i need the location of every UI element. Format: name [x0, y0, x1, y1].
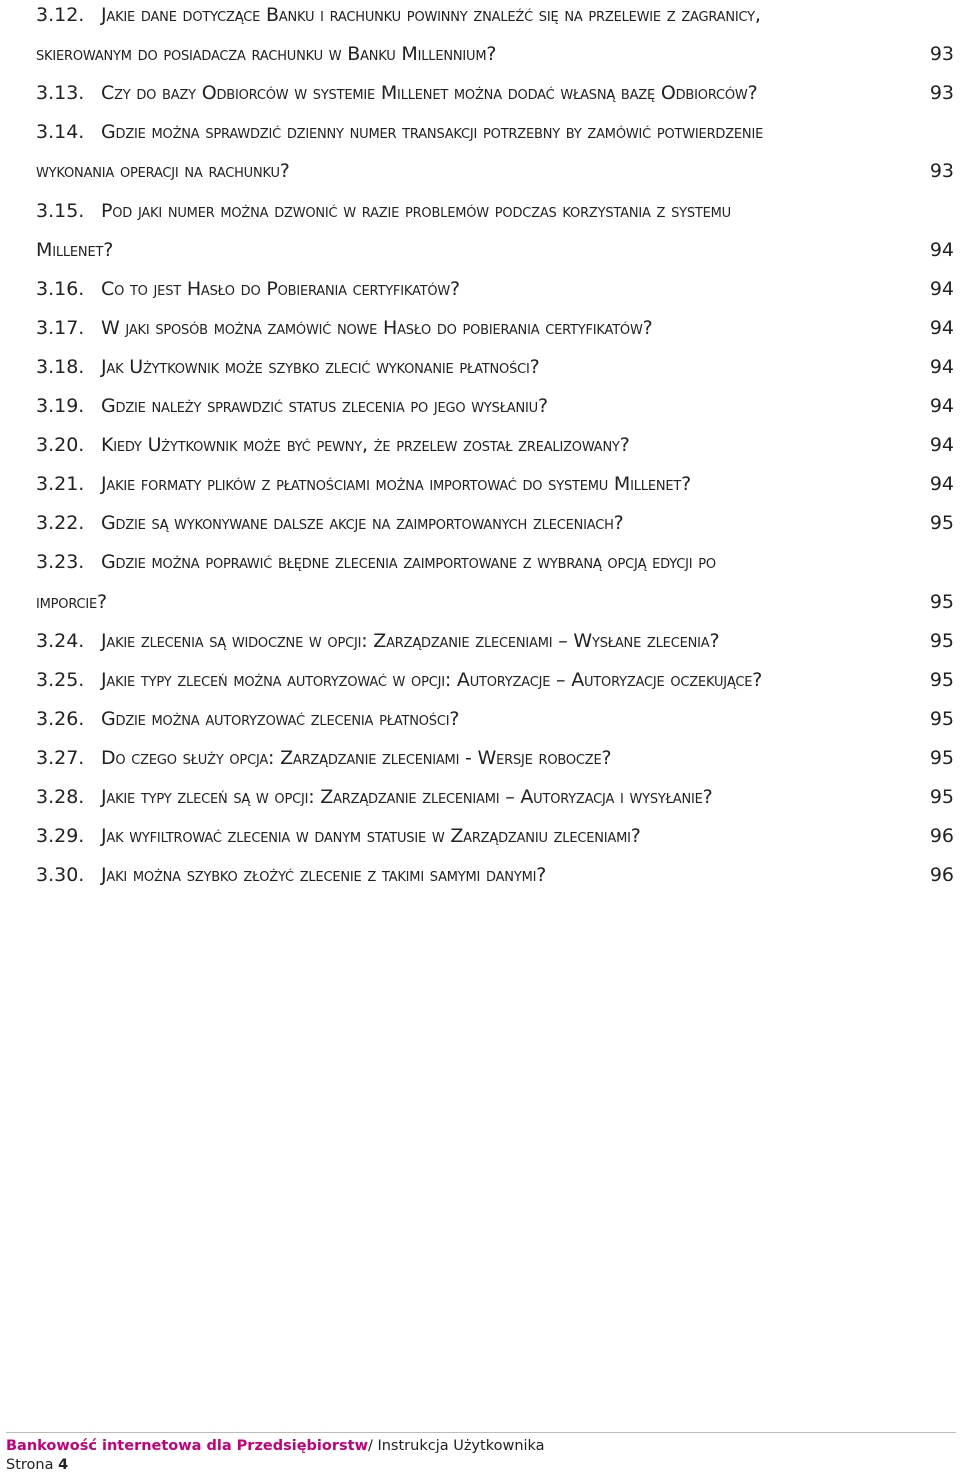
toc-entry-title: Jakie formaty plików z płatnościami można importować do systemu Millenet?	[101, 473, 692, 496]
toc-entry-title: Czy do bazy Odbiorców w systemie Millenet można dodać własną bazę Odbiorców?	[101, 82, 758, 105]
toc-entry-continuation[interactable]	[0, 587, 960, 617]
toc-entry-page: 95	[929, 668, 954, 691]
toc-entry-continuation[interactable]	[0, 235, 960, 265]
toc-entry-number: 3.22.	[36, 512, 85, 535]
toc-entry-number: 3.19.	[36, 395, 85, 417]
toc-entry-page: 95	[929, 746, 954, 769]
toc-entry-page: 94	[929, 277, 954, 300]
toc-entry-continuation[interactable]	[0, 156, 960, 186]
toc-entry[interactable]	[0, 547, 960, 577]
toc-entry-page: 96	[929, 825, 954, 848]
toc-entry-page: 95	[929, 590, 954, 613]
toc-entry-title: Jak wyfiltrować zlecenia w danym statusie w Zarządzaniu zleceniami?	[101, 825, 641, 848]
toc-entry[interactable]	[0, 313, 960, 343]
toc-entry-page: 94	[929, 395, 954, 417]
toc-entry-number: 3.26.	[36, 707, 85, 730]
toc-entry-number: 3.27.	[36, 746, 85, 769]
toc-entry-title: skierowanym do posiadacza rachunku w Banku Millennium?	[36, 43, 497, 66]
toc-entry-page: 93	[929, 160, 954, 183]
toc-entry-number: 3.15.	[36, 199, 85, 222]
toc-entry-number: 3.21.	[36, 473, 85, 496]
toc-entry-number: 3.20.	[36, 434, 85, 457]
toc-entry-number: 3.17.	[36, 316, 85, 339]
toc-entry-number: 3.14.	[36, 121, 85, 144]
toc-entry-title: Pod jaki numer można dzwonić w razie problemów podczas korzystania z systemu	[101, 199, 731, 222]
toc-entry-page: 94	[929, 473, 954, 496]
toc-entry-number: 3.28.	[36, 786, 85, 808]
toc-entry[interactable]	[0, 821, 960, 851]
toc-entry-title: Jakie typy zleceń są w opcji: Zarządzanie zleceniami – Autoryzacja i wysyłanie?	[101, 786, 713, 808]
toc-entry-number: 3.24.	[36, 629, 85, 652]
toc-entry-number: 3.16.	[36, 277, 85, 300]
toc-entry-title: Gdzie są wykonywane dalsze akcje na zaimportowanych zleceniach?	[101, 512, 624, 535]
toc-entry[interactable]	[0, 508, 960, 538]
toc-entry-number: 3.25.	[36, 668, 85, 691]
footer-subtitle: / Instrukcja Użytkownika	[367, 1438, 545, 1454]
toc-entry-page: 94	[929, 434, 954, 457]
toc-entry[interactable]	[0, 626, 960, 656]
toc-entry-number: 3.30.	[36, 864, 85, 887]
toc-entry[interactable]	[0, 0, 960, 30]
toc-entry[interactable]	[0, 665, 960, 695]
toc-entry[interactable]	[0, 469, 960, 499]
toc-entry[interactable]	[0, 704, 960, 734]
toc-entry-title: Jakie typy zleceń można autoryzować w opcji: Autoryzacje – Autoryzacje oczekujące?	[101, 668, 763, 691]
toc-entry-title: Gdzie można autoryzować zlecenia płatności?	[101, 707, 460, 730]
toc-entry-title: imporcie?	[36, 590, 107, 613]
toc-entry-page: 95	[929, 512, 954, 535]
footer-document-title	[6, 1437, 956, 1456]
toc-entry-page: 95	[929, 629, 954, 652]
toc-entry-title: Co to jest Hasło do Pobierania certyfikatów?	[101, 277, 460, 300]
footer-divider	[6, 1432, 956, 1433]
toc-entry[interactable]	[0, 430, 960, 460]
toc-entry-page: 93	[929, 82, 954, 105]
toc-entry-title: Jakie zlecenia są widoczne w opcji: Zarządzanie zleceniami – Wysłane zlecenia?	[101, 629, 720, 652]
toc-entry-page: 95	[929, 786, 954, 808]
toc-entry-page: 95	[929, 707, 954, 730]
toc-entry-number: 3.29.	[36, 825, 85, 848]
footer-page-label: Strona	[6, 1457, 54, 1473]
toc-entry[interactable]	[0, 196, 960, 226]
toc-entry[interactable]	[0, 78, 960, 108]
toc-entry-title: Gdzie można poprawić błędne zlecenia zaimportowane z wybraną opcją edycji po	[101, 551, 716, 574]
toc-entry-page: 94	[929, 238, 954, 261]
toc-entry[interactable]	[0, 860, 960, 890]
toc-entry-title: Jak Użytkownik może szybko zlecić wykonanie płatności?	[101, 355, 540, 378]
toc-entry-number: 3.13.	[36, 82, 85, 105]
toc-entry-page: 96	[929, 864, 954, 887]
footer-brand: Bankowość internetowa dla Przedsiębiorstw	[6, 1438, 368, 1454]
footer-page-indicator	[6, 1456, 956, 1475]
toc-entry-number: 3.23.	[36, 551, 85, 574]
toc-entry-title: W jaki sposób można zamówić nowe Hasło do pobierania certyfikatów?	[101, 316, 653, 339]
toc-entry-title: Do czego służy opcja: Zarządzanie zleceniami - Wersje robocze?	[101, 746, 612, 769]
toc-entry[interactable]	[0, 352, 960, 382]
toc-entry-page: 93	[929, 43, 954, 66]
toc-entry-number: 3.18.	[36, 355, 85, 378]
toc-entry-continuation[interactable]	[0, 39, 960, 69]
toc-entry[interactable]	[0, 117, 960, 147]
toc-entry[interactable]	[0, 391, 960, 421]
toc-entry-title: Millenet?	[36, 238, 114, 261]
toc-entry-page: 94	[929, 316, 954, 339]
toc-entry-title: Kiedy Użytkownik może być pewny, że przelew został zrealizowany?	[101, 434, 630, 457]
toc-entry-page: 94	[929, 355, 954, 378]
toc-entry-number: 3.12.	[36, 4, 85, 26]
toc-entry-title: wykonania operacji na rachunku?	[36, 160, 290, 183]
footer-page-number: 4	[58, 1457, 69, 1473]
toc-entry[interactable]	[0, 743, 960, 773]
toc-entry[interactable]	[0, 274, 960, 304]
page-footer	[6, 1432, 956, 1475]
toc-entry-title: Jakie dane dotyczące Banku i rachunku powinny znaleźć się na przelewie z zagranicy,	[101, 4, 761, 26]
toc-entry-title: Jaki można szybko złożyć zlecenie z takimi samymi danymi?	[101, 864, 547, 887]
toc-entry[interactable]	[0, 782, 960, 812]
toc-entry-title: Gdzie można sprawdzić dzienny numer transakcji potrzebny by zamówić potwierdzenie	[101, 121, 764, 144]
toc-entry-title: Gdzie należy sprawdzić status zlecenia po jego wysłaniu?	[101, 395, 548, 417]
